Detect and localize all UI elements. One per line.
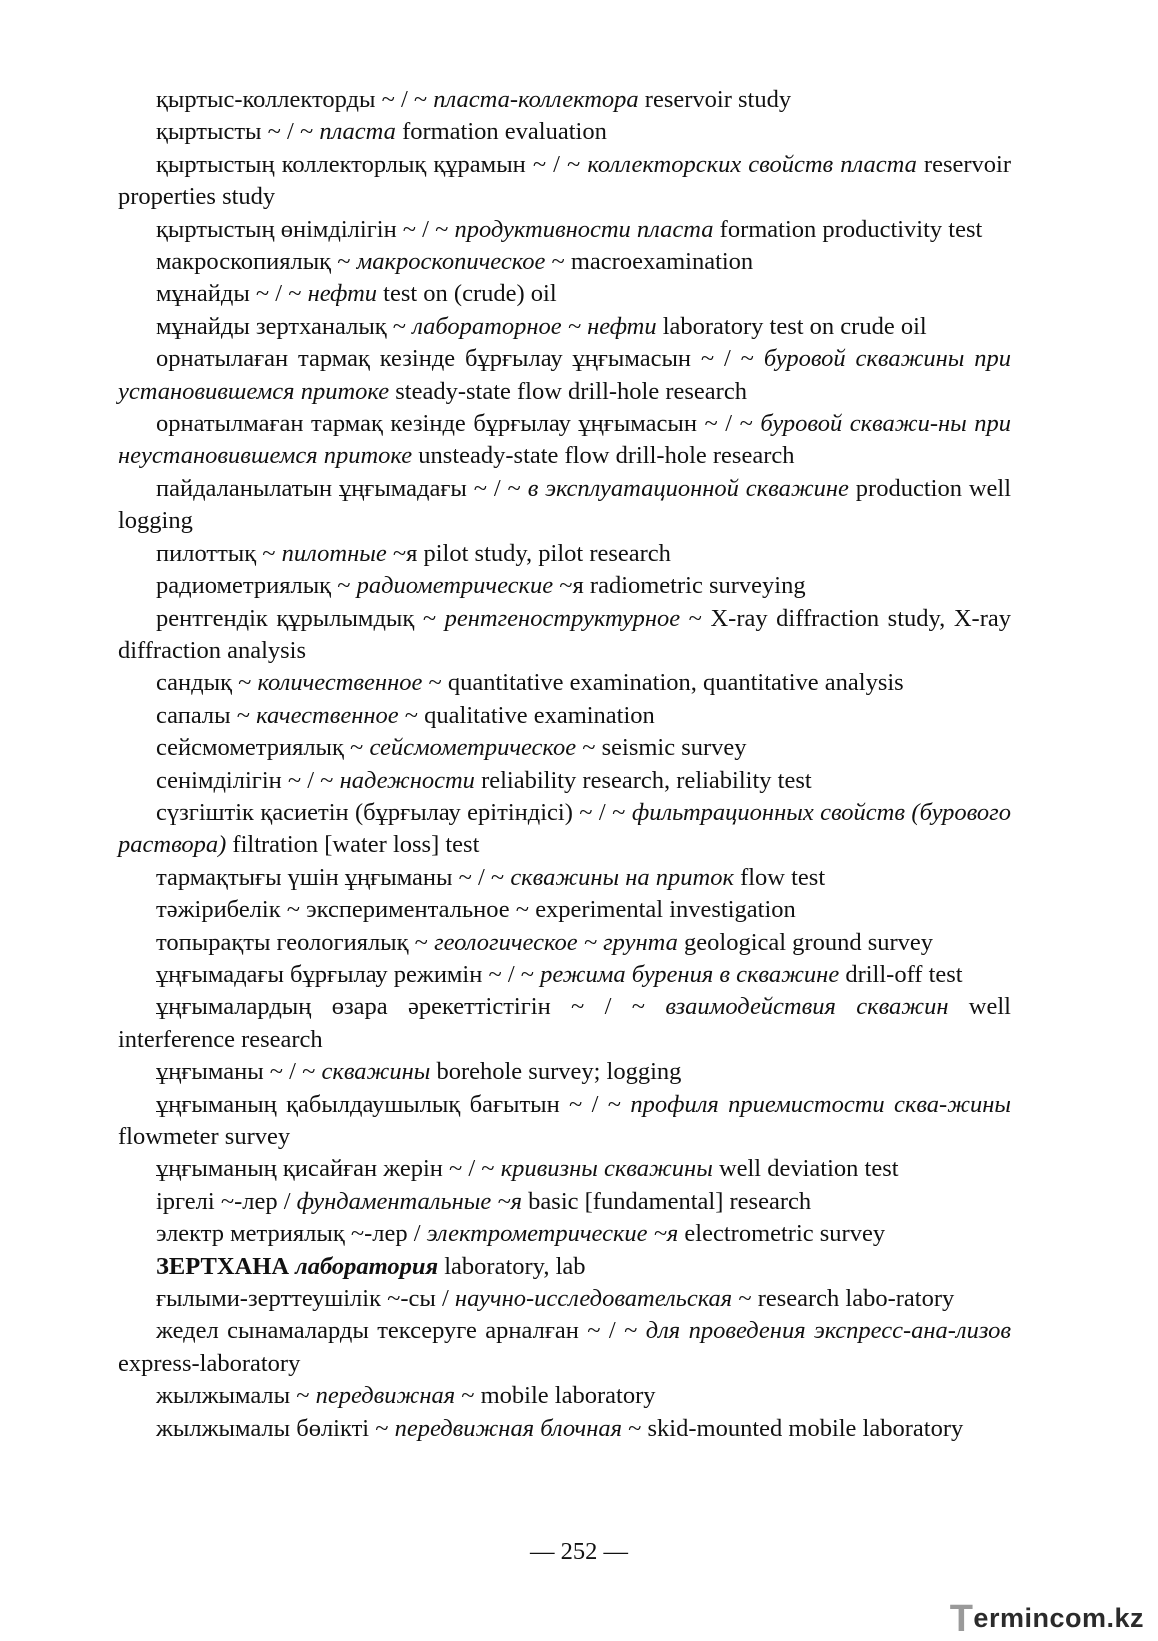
term-kazakh: жылжымалы ~ — [156, 1382, 316, 1410]
term-kazakh: сүзгіштік қасиетін (бұрғылау ерітіндісі) ~ / ~ — [156, 798, 632, 826]
term-russian: электрометрические ~я — [426, 1220, 679, 1248]
term-kazakh: іргелі ~-лер / — [156, 1187, 297, 1215]
dictionary-entry — [118, 603, 1011, 668]
term-english: express-laboratory — [118, 1349, 301, 1377]
term-russian: радиометрические — [356, 572, 554, 600]
dictionary-entry — [118, 311, 1011, 343]
dictionary-entry — [118, 732, 1011, 764]
dictionary-entry — [118, 343, 1011, 408]
dictionary-entry — [118, 959, 1011, 991]
term-english: flowmeter survey — [118, 1123, 291, 1150]
term-kazakh: жедел сынамаларды тексеруге арналған ~ / ~ — [156, 1317, 646, 1345]
dictionary-entry — [118, 116, 1011, 148]
headword-entry — [118, 1251, 1011, 1283]
term-english: ~я radiometric surveying — [553, 572, 806, 600]
dictionary-entry — [118, 84, 1011, 116]
dictionary-entry — [118, 538, 1011, 570]
dictionary-entry — [118, 667, 1011, 699]
dictionary-entry — [118, 473, 1011, 538]
term-russian: геологическое ~ грунта — [434, 928, 678, 956]
term-russian: пласта — [319, 118, 396, 146]
term-english: ~ macroexamination — [545, 248, 754, 276]
term-russian: сейсмометрическое — [369, 734, 577, 762]
term-english: well deviation test — [712, 1155, 899, 1183]
term-russian: передвижная блочная — [394, 1414, 623, 1442]
dictionary-entry — [118, 278, 1011, 310]
term-english: drill-off test — [839, 960, 963, 988]
term-english: ~я pilot study, pilot research — [386, 539, 671, 567]
term-english: ~ skid-mounted mobile laboratory — [622, 1414, 964, 1442]
term-kazakh: ғылыми-зерттеушілік ~-сы / — [156, 1285, 455, 1313]
entry-list-research — [118, 84, 1011, 1251]
term-kazakh: рентгендік құрылымдық ~ — [156, 604, 445, 632]
dictionary-entry — [118, 797, 1011, 862]
term-russian: скважины на приток — [510, 863, 734, 891]
term-russian: буровой скважи-ны при неустановившемся притоке — [118, 410, 1011, 470]
term-russian: пилотные — [281, 539, 387, 567]
term-russian: пласта-коллектора — [433, 86, 639, 113]
term-kazakh: қыртыстың коллекторлық құрамын ~ / ~ — [156, 150, 588, 178]
term-english: borehole survey; logging — [430, 1058, 682, 1086]
term-english: unsteady-state flow drill-hole research — [412, 442, 795, 470]
term-kazakh: ұңғымадағы бұрғылау режимін ~ / ~ — [156, 960, 541, 988]
term-kazakh: топырақты геологиялық ~ — [156, 928, 435, 956]
term-russian: кривизны скважины — [500, 1155, 713, 1183]
dictionary-entry — [118, 408, 1011, 473]
term-kazakh: қыртысты ~ / ~ — [156, 118, 320, 146]
term-russian: продуктивности пласта — [454, 215, 714, 243]
term-kazakh: тәжірибелік ~ экспериментальное ~ experimental investigation — [156, 896, 796, 924]
term-kazakh: сапалы ~ — [156, 701, 257, 729]
dictionary-entry — [118, 149, 1011, 214]
term-russian: взаимодействия скважин — [665, 993, 949, 1021]
term-english: reliability research, reliability test — [474, 766, 812, 794]
dictionary-entry — [118, 1153, 1011, 1185]
term-russian: фильтрационных свойств (бурового раствора) — [118, 798, 1011, 859]
term-russian: коллекторских свойств пласта — [587, 150, 917, 178]
term-kazakh: сейсмометриялық ~ — [156, 734, 370, 762]
term-russian: в эксплуатационной скважине — [527, 474, 849, 502]
term-english: geological ground survey — [677, 928, 934, 956]
term-english: reservoir study — [638, 86, 792, 113]
dictionary-entry — [118, 765, 1011, 797]
entry-list-laboratory — [118, 1283, 1011, 1445]
headword-kazakh: ЗЕРТХАНА — [156, 1252, 290, 1280]
dictionary-entry — [118, 1218, 1011, 1250]
dictionary-entry — [118, 214, 1011, 246]
term-kazakh: электр метриялық ~-лер / — [156, 1220, 427, 1248]
dictionary-entry — [118, 700, 1011, 732]
term-kazakh: сенімділігін ~ / ~ — [156, 766, 340, 794]
term-kazakh: қыртыс-коллекторды ~ / ~ — [156, 86, 434, 113]
dictionary-entry — [118, 1089, 1011, 1154]
term-russian: макроскопическое — [356, 248, 546, 276]
dictionary-entry — [118, 570, 1011, 602]
headword-russian: лаборатория — [295, 1252, 439, 1280]
term-russian: режима бурения в скважине — [540, 960, 840, 988]
dictionary-entry — [118, 1413, 1011, 1445]
dictionary-entry — [118, 1315, 1011, 1380]
term-english: ~ research labo-ratory — [732, 1285, 955, 1313]
term-english: basic [fundamental] research — [522, 1187, 812, 1215]
term-kazakh: жылжымалы бөлікті ~ — [156, 1414, 395, 1442]
term-kazakh: сандық ~ — [156, 669, 258, 697]
term-english: ~ seismic survey — [576, 734, 747, 762]
term-kazakh: пилоттық ~ — [156, 539, 282, 567]
term-english: well interference research — [118, 993, 1011, 1053]
term-russian: буровой скважины при установившемся притоке — [118, 345, 1012, 405]
term-kazakh: орнатылаған тармақ кезінде бұрғылау ұңғымасын ~ / ~ — [156, 345, 764, 373]
term-english: ~ qualitative examination — [398, 701, 655, 729]
term-russian: передвижная — [315, 1382, 456, 1410]
term-russian: фундаментальные ~я — [296, 1187, 523, 1215]
term-kazakh: ұңғымалардың өзара әрекеттістігін ~ / ~ — [156, 993, 666, 1021]
term-kazakh: ұңғыманың қабылдаушылық бағытын ~ / ~ — [156, 1090, 631, 1118]
term-english: reservoir properties study — [118, 150, 1011, 211]
term-kazakh: мұнайды зертханалық ~ — [156, 312, 413, 340]
term-russian: для проведения экспресс-ана-лизов — [645, 1317, 1011, 1345]
term-english: steady-state flow drill-hole research — [389, 377, 747, 405]
headword-english: laboratory, lab — [438, 1252, 586, 1280]
term-kazakh: орнатылмаған тармақ кезінде бұрғылау ұңғымасын ~ / ~ — [156, 410, 761, 438]
term-english: ~ mobile laboratory — [455, 1382, 656, 1410]
term-english: formation productivity test — [713, 215, 983, 243]
term-kazakh: ұңғыманы ~ / ~ — [156, 1058, 322, 1086]
dictionary-page — [118, 84, 1011, 1445]
dictionary-entry — [118, 927, 1011, 959]
term-russian: профиля приемистости сква-жины — [630, 1090, 1012, 1118]
dictionary-entry — [118, 246, 1011, 278]
term-english: production well logging — [118, 474, 1012, 535]
term-kazakh: пайдаланылатын ұңғымадағы ~ / ~ — [156, 474, 528, 502]
term-russian: лабораторное ~ нефти — [412, 312, 657, 340]
term-english: laboratory test on crude oil — [656, 312, 927, 340]
term-russian: количественное — [257, 669, 423, 697]
dictionary-entry — [118, 1283, 1011, 1315]
term-kazakh: ұңғыманың қисайған жерін ~ / ~ — [156, 1155, 501, 1183]
term-kazakh: қыртыстың өнімділігін ~ / ~ — [156, 215, 455, 243]
term-russian: научно-исследовательская — [454, 1285, 733, 1313]
term-english: flow test — [733, 863, 826, 891]
dictionary-entry — [118, 1380, 1011, 1412]
page-number: — 252 — — [530, 1538, 628, 1565]
term-kazakh: радиометриялық ~ — [156, 572, 357, 600]
term-english: filtration [water loss] test — [226, 831, 480, 859]
dictionary-entry — [118, 991, 1011, 1056]
term-russian: качественное — [256, 701, 399, 729]
site-watermark-logo: Termincom.kz — [949, 1598, 1144, 1640]
dictionary-entry — [118, 1056, 1011, 1088]
term-english: ~ X-ray diffraction study, X-ray diffraction analysis — [118, 604, 1012, 664]
term-english: test on (crude) oil — [377, 280, 557, 308]
term-english: formation evaluation — [395, 118, 607, 146]
term-kazakh: мұнайды ~ / ~ — [156, 280, 308, 308]
term-russian: нефти — [307, 280, 378, 308]
term-kazakh: тармақтығы үшін ұңғыманы ~ / ~ — [156, 863, 511, 891]
term-russian: надежности — [339, 766, 475, 794]
term-english: ~ quantitative examination, quantitative analysis — [422, 669, 904, 697]
term-english: electrometric survey — [678, 1220, 886, 1248]
term-kazakh: макроскопиялық ~ — [156, 248, 357, 276]
dictionary-entry — [118, 862, 1011, 894]
term-russian: рентгеноструктурное — [444, 604, 681, 632]
dictionary-entry — [118, 1186, 1011, 1218]
dictionary-entry — [118, 894, 1011, 926]
term-russian: скважины — [321, 1058, 431, 1086]
